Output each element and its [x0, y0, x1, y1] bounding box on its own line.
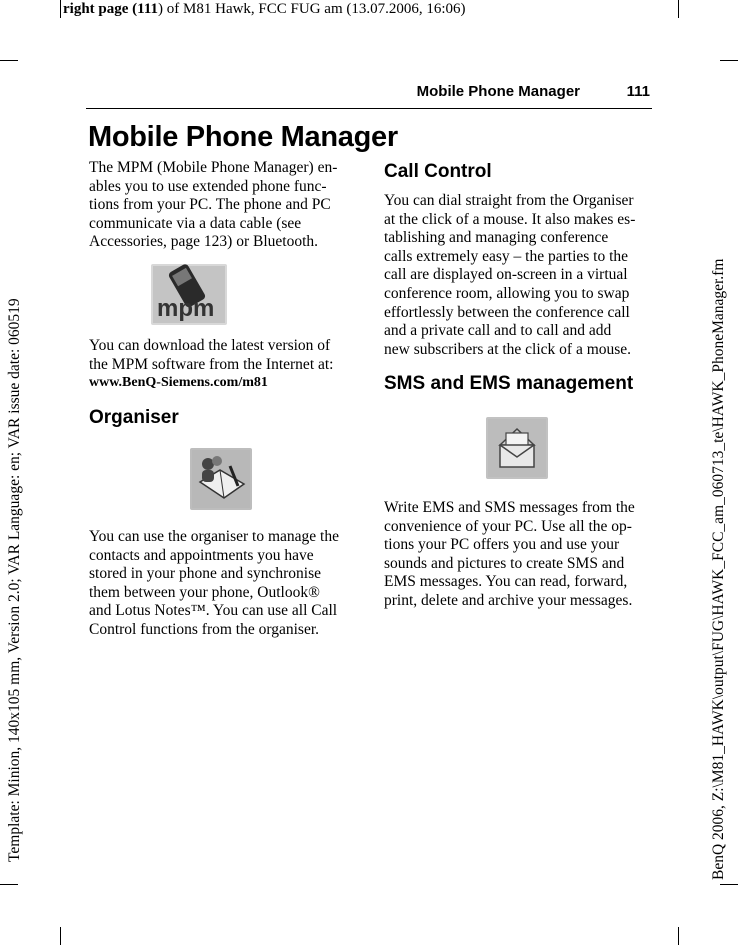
- call-control-heading: Call Control: [384, 161, 492, 182]
- crop-mark: [678, 927, 679, 945]
- file-path-vertical: BenQ 2006, Z:\M81_HAWK\output\FUG\HAWK_FCC_am_060713_te\HAWK_PhoneManager.fm: [710, 258, 727, 880]
- download-link[interactable]: www.BenQ-Siemens.com/m81: [89, 375, 268, 391]
- crop-mark: [678, 0, 679, 18]
- organiser-book-icon: [190, 448, 252, 510]
- crop-mark: [60, 927, 61, 945]
- page-title: Mobile Phone Manager: [88, 121, 398, 153]
- organiser-paragraph: You can use the organiser to manage the contacts and appointments you have stored in your phone and synchronise them between your phone, Outlook® and Lotus Notes™. You can use all Call Control functions from the organiser.: [89, 528, 339, 638]
- call-control-paragraph: You can dial straight from the Organiser at the click of a mouse. It also makes es- tablishing and managing conference calls extremely easy – the parties to the call are displayed on-screen in a virtual conference room, allowing you to swap effortlessly between the conference call and a private call and to call and add new subscribers at the click of a mouse.: [384, 192, 636, 358]
- crop-mark: [0, 884, 18, 885]
- running-header: [86, 82, 652, 109]
- page-number: 111: [626, 83, 650, 100]
- organiser-heading: Organiser: [89, 407, 179, 428]
- crop-mark: [720, 60, 738, 61]
- download-paragraph: You can download the latest version of the MPM software from the Internet at: www.BenQ-Siemens.com/m81: [89, 337, 359, 393]
- envelope-icon: [486, 417, 548, 479]
- intro-paragraph: The MPM (Mobile Phone Manager) en- ables you to use extended phone func- tions from your PC. The phone and PC communicate via a data cable (see Accessories, page 123) or Bluetooth.: [89, 159, 338, 251]
- mpm-logo-icon: [151, 264, 227, 325]
- sms-paragraph: Write EMS and SMS messages from the convenience of your PC. Use all the op- tions your PC offers you and use your sounds and pictures to create SMS and EMS messages. You can read, forward, print, delete and archive your messages.: [384, 499, 635, 609]
- print-metadata: right page (111) of M81 Hawk, FCC FUG am (13.07.2006, 16:06): [63, 1, 466, 17]
- crop-mark: [720, 884, 738, 885]
- header-title: Mobile Phone Manager: [416, 83, 580, 100]
- crop-mark: [0, 60, 18, 61]
- svg-text:mpm: mpm: [157, 295, 215, 322]
- template-info-vertical: Template: Minion, 140x105 mm, Version 2.0; VAR Language: en; VAR issue date: 060519: [6, 298, 23, 862]
- sms-heading: SMS and EMS management: [384, 373, 634, 394]
- crop-mark: [60, 0, 61, 18]
